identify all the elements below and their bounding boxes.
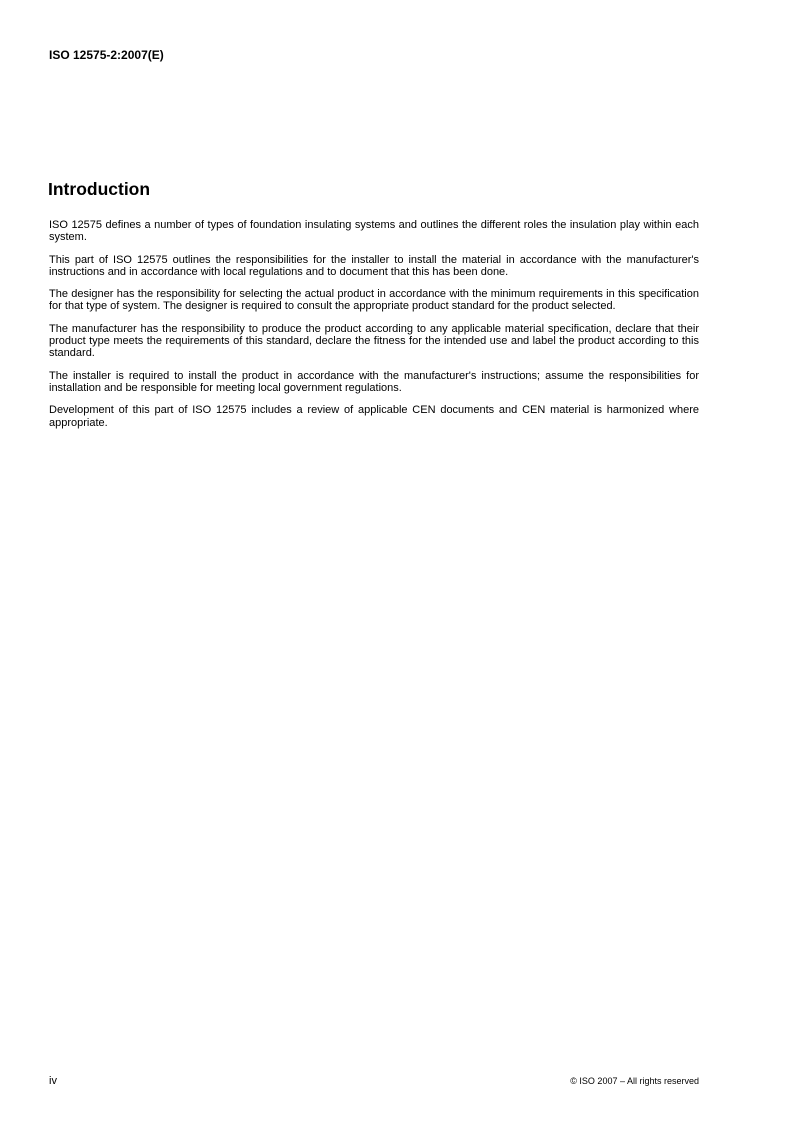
document-header: ISO 12575-2:2007(E) — [49, 48, 164, 62]
section-body — [49, 219, 699, 439]
paragraph-4: The manufacturer has the responsibility to produce the product according to any applicable material specification, declare that their product type meets the requirements of this standard, declare the fitness for the intended use and label the product according to this standard. — [49, 322, 699, 360]
page-number: iv — [49, 1075, 57, 1087]
paragraph-6: Development of this part of ISO 12575 includes a review of applicable CEN documents and CEN material is harmonized where appropriate. — [49, 404, 699, 429]
paragraph-5: The installer is required to install the product in accordance with the manufacturer's instructions; assume the responsibilities for installation and be responsible for meeting local government regulations. — [49, 369, 699, 394]
section-title: Introduction — [48, 179, 151, 199]
copyright-notice: © ISO 2007 – All rights reserved — [570, 1076, 699, 1086]
paragraph-3: The designer has the responsibility for selecting the actual product in accordance with the minimum requirements in this specification for that type of system. The designer is required to consult the appropriate product standard for the product selected. — [49, 288, 699, 313]
paragraph-1: ISO 12575 defines a number of types of foundation insulating systems and outlines the different roles the insulation play within each system. — [49, 219, 699, 244]
paragraph-2: This part of ISO 12575 outlines the responsibilities for the installer to install the material in accordance with the manufacturer's instructions and in accordance with local regulations and to document that this has been done. — [49, 253, 699, 278]
